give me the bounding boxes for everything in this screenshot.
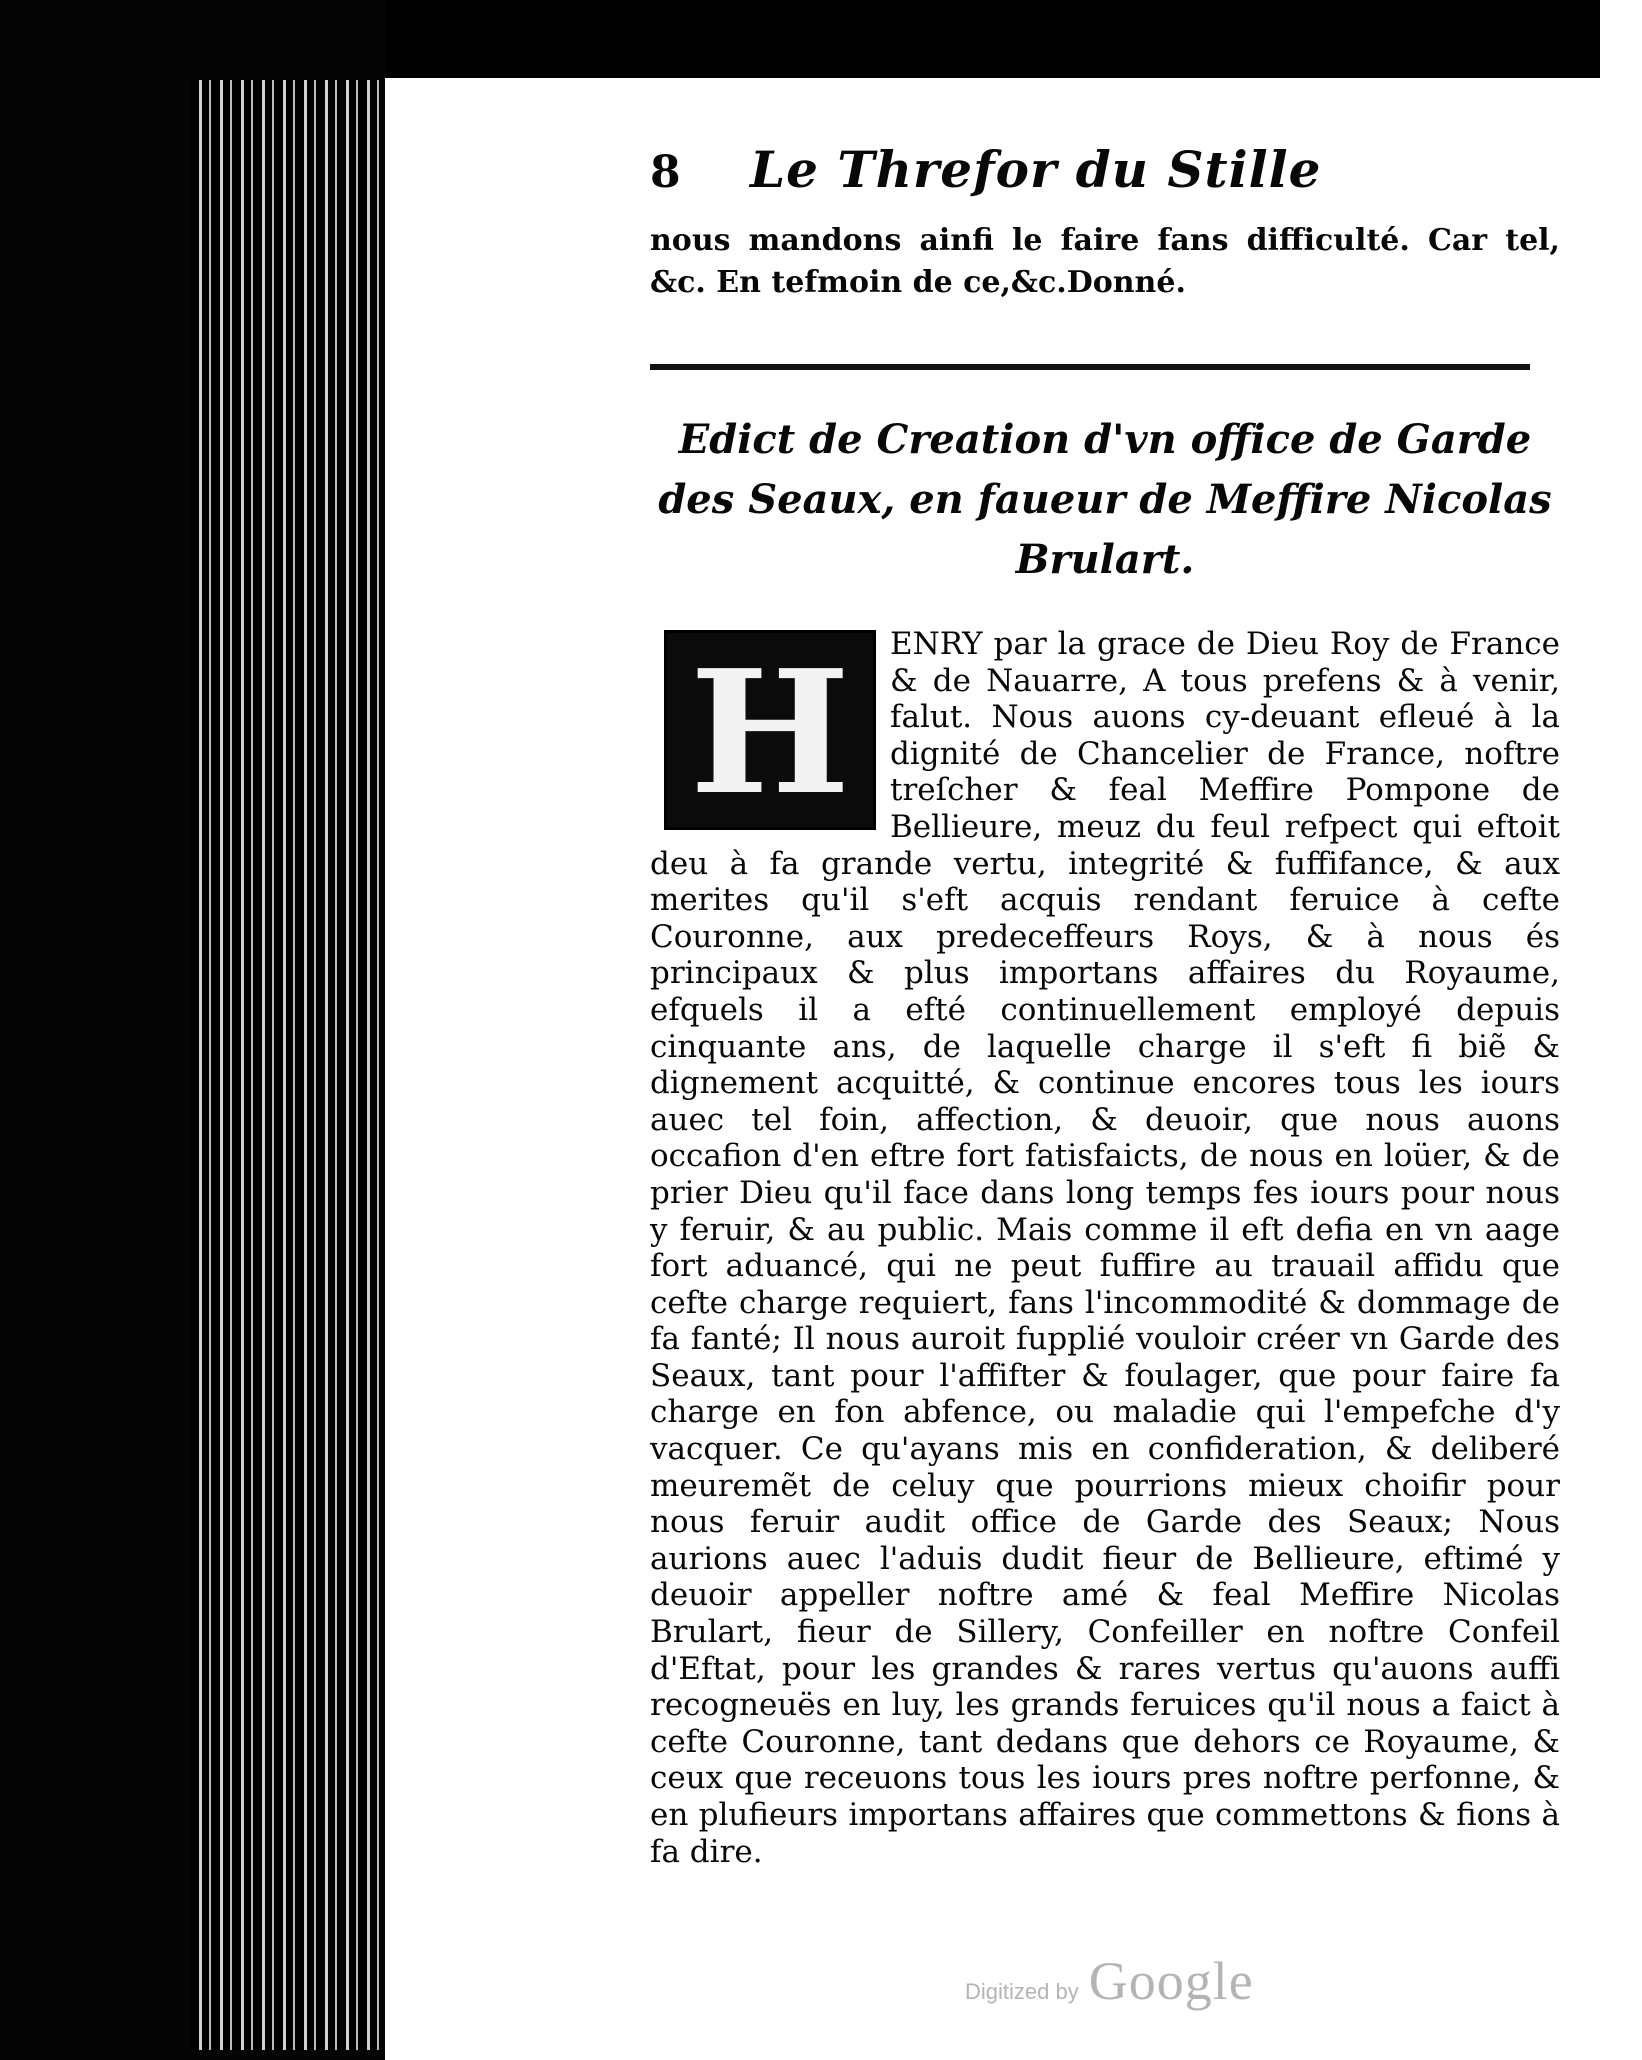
running-head [650, 140, 1560, 210]
right-margin [1600, 0, 1642, 2060]
edict-text: ENRY par la grace de Dieu Roy de France & de Nauarre, A tous prefens & à venir, falut. Nous auons cy-deuant efleué à la dignité de Chancelier de France, noftre treſcher & feal Meffire Pompone de Bellieure, meuz du feul refpect qui eftoit deu à fa grande vertu, integrité & fuffifance, & aux merites qu'il s'eft acquis rendant feruice à cefte Couronne, aux predeceffeurs Roys, & à nous és principaux & plus importans affaires du Royaume, efquels il a efté continuellement employé depuis cinquante ans, de laquelle charge il s'eft fi biẽ & dignement acquitté, & continue encores tous les iours auec tel foin, affection, & deuoir, que nous auons occafion d'en eftre fort fatisfaicts, de nous en loüer, & de prier Dieu qu'il face dans long temps fes iours pour nous y feruir, & au public. Mais comme il eft defia en vn aage fort aduancé, qui ne peut fuffire au trauail affidu que cefte charge requiert, fans l'incommodité & dommage de fa fanté; Il nous auroit fupplié vouloir créer vn Garde des Seaux, tant pour l'affifter & foulager, que pour faire fa charge en fon abfence, ou maladie qui l'empefche d'y vacquer. Ce qu'ayans mis en confideration, & deliberé meuremẽt de celuy que pourrions mieux choifir pour nous feruir audit office de Garde des Seaux; Nous aurions auec l'aduis dudit fieur de Bellieure, eftimé y deuoir appeller noftre amé & feal Meffire Nicolas Brulart, fieur de Sillery, Confeiller en noftre Confeil d'Eftat, pour les grandes & rares vertus qu'auons auffi recogneuës en luy, les grands feruices qu'il nous a faict à cefte Couronne, tant dedans que dehors ce Royaume, & ceux que receuons tous les iours pres noftre perfonne, & en plufieurs importans affaires que commettons & fions à fa dire. [650, 626, 1560, 1870]
edict-title: Edict de Creation d'vn office de Garde des Seaux, en faueur de Meffire Nicolas Brulart. [658, 416, 1552, 583]
page-edges [190, 80, 380, 2050]
google-logo: Google [1088, 1951, 1254, 2011]
section-rule [650, 364, 1530, 370]
text-block [650, 140, 1560, 1870]
previous-edict-ending: nous mandons ainfi le faire fans difficulté. Car tel, &c. En tefmoin de ce,&c.Donné. [650, 223, 1560, 300]
decorated-initial: H [664, 630, 876, 830]
edict-body [650, 626, 1560, 1870]
page-number: 8 [650, 147, 681, 198]
digitized-by-label: Digitized by [965, 1979, 1079, 2004]
running-title: Le Threfor du Stille [750, 140, 1322, 199]
digitized-by-watermark [965, 1950, 1254, 2012]
